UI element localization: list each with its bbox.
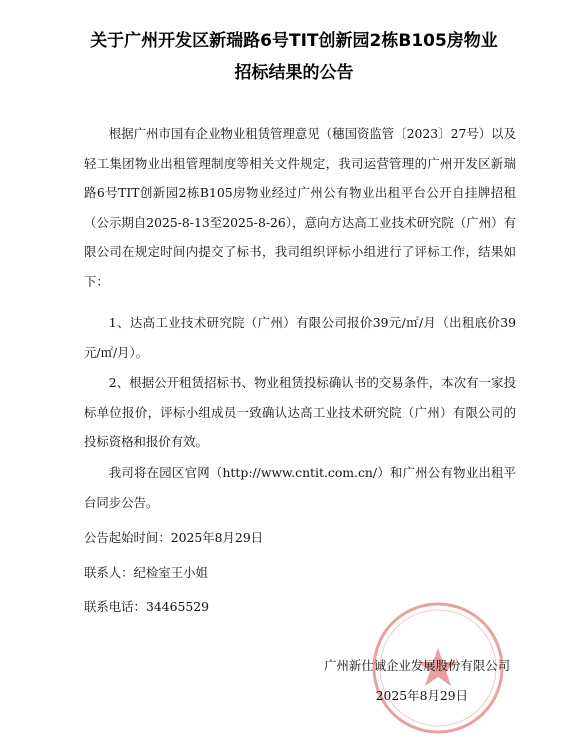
document-title-line-1: 关于广州开发区新瑞路6号TIT创新园2栋B105房物业: [90, 31, 498, 51]
signature-date: 2025年8月29日: [375, 688, 468, 703]
paragraph-result-2: 2、根据公开租赁招标书、物业租赁投标确认书的交易条件，本次有一家投标单位报价，评标小组成员一致确认达高工业技术研究院（广州）有限公司的投标资格和报价有效。: [84, 375, 516, 449]
paragraph-background: 根据广州市国有企业物业租赁管理意见（穗国资监管〔2023〕27号）以及轻工集团物业出租管理制度等相关文件规定，我司运营管理的广州开发区新瑞路6号TIT创新园2栋B105房物业经过广州公有物业出租平台公开自挂牌招租（公示期自2025-8-13至2025-8-26），意向方达高工业技术研究院（广州）有限公司在规定时间内提交了标书，我司组织评标小组进行了评标工作，结果如下：: [84, 126, 516, 289]
signature-company: 广州新仕诚企业发展股份有限公司: [324, 658, 510, 673]
paragraph-result-1: 1、达高工业技术研究院（广州）有限公司报价39元/㎡/月（出租底价39元/㎡/月）。: [84, 315, 516, 360]
contact-person: 联系人：纪检室王小姐: [84, 565, 208, 580]
document-title-line-2: 招标结果的公告: [234, 63, 354, 83]
paragraph-publication: 我司将在园区官网（http://www.cntit.com.cn/）和广州公有物业出租平台同步公告。: [84, 465, 516, 510]
contact-phone: 联系电话：34465529: [84, 599, 210, 614]
announcement-start-date: 公告起始时间：2025年8月29日: [84, 530, 264, 545]
